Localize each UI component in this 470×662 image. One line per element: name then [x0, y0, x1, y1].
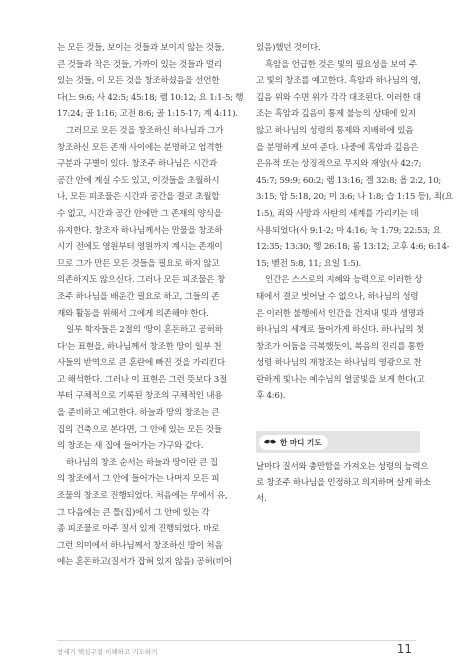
text-line: 17:24; 골 1:16; 고전 8:6; 골 1:15-17; 계 4:11).: [57, 109, 238, 120]
text-line: 그러므로 모든 것을 창조하신 하나님과 그가: [66, 125, 224, 136]
text-line: 45:7; 59:9; 60:2; 렘 13:16; 겔 32:8; 욜 2:2, 10;: [256, 175, 442, 186]
text-line: 란하게 빛나는 예수님의 얼굴빛을 보게 한다(고: [256, 374, 425, 385]
footer-divider: [57, 640, 416, 641]
text-line: 3:15; 암 5:18, 20; 미 3:6; 나 1:8; 습 1:15 등), 죄(요: [256, 192, 453, 203]
text-line: 있는 것들, 이 모든 것을 창조하셨음을 선언한: [57, 76, 220, 87]
text-line: 조주 하나님을 배운간 필요로 하고, 그들의 존: [57, 291, 220, 302]
text-line: 후 4:6).: [256, 391, 286, 402]
text-line: 공간 안에 계실 수도 있고, 이것들을 초월하시: [57, 175, 220, 186]
prayer-line: 날마다 질서와 충만함을 가져오는 성령의 능력으: [256, 462, 429, 472]
text-line: 성령 하나님의 재창조는 하나님의 영광으로 찬: [256, 358, 422, 369]
text-line: 사들의 반역으로 큰 혼란에 빠진 것을 가리킨다: [57, 358, 225, 369]
prayer-hands-icon: [263, 437, 277, 448]
left-text-column: [57, 40, 249, 571]
prayer-text: [256, 459, 431, 507]
text-line: 을 분명하게 보여 준다. 나중에 흑암과 깊음은: [256, 142, 419, 153]
text-line: 있음)했던 것이다.: [256, 43, 321, 53]
text-line: 유지한다. 창조자 하나님께서는 만물을 창조하: [57, 225, 223, 236]
text-line: 은유적 또는 상징적으로 무지와 재앙(사 42:7;: [256, 159, 422, 170]
text-line: 의 창조는 새 집에 들어가는 가구와 같다.: [57, 441, 204, 452]
text-line: 구분과 구별이 있다. 창조주 하나님은 시간과: [57, 159, 217, 170]
text-line: 1:5), 죄와 사망과 사탄의 세계를 가리키는 데: [256, 208, 419, 219]
text-line: 12:35; 13:30; 행 26:18; 롬 13:12; 고후 4:6; 6:14-: [256, 242, 450, 253]
text-line: 의 창조에서 그 안에 들어가는 나머지 모든 피: [57, 474, 220, 485]
prayer-badge: [259, 435, 328, 450]
text-line: 재와 활동을 위해서 그에게 의존해야 한다.: [57, 308, 209, 319]
text-line: 사용되었다(사 9:1-2; 마 4:16; 눅 1:79; 22:53; 요: [256, 225, 441, 236]
text-line: 고 해석한다. 그러나 이 표현은 그런 뜻보다 3절: [57, 374, 228, 385]
text-line: 인간은 스스로의 지혜와 능력으로 이러한 상: [265, 275, 423, 286]
prayer-header: [256, 431, 420, 453]
text-line: 나, 모든 피조물은 시간과 공간을 결코 초월할: [57, 192, 220, 203]
text-line: 하나님의 창조 순서는 하늘과 땅이란 큰 집: [66, 457, 218, 468]
text-line: 수 없고, 시간과 공간 안에만 그 존재의 양식을: [57, 208, 222, 219]
text-line: 그런 의미에서 하나님께서 창조하신 땅이 처음: [57, 540, 223, 551]
text-line: 조는 흑암과 깊음이 통제 불능의 상태에 있지: [256, 109, 416, 120]
text-line: 큰 것들과 작은 것들, 가까이 있는 것들과 멀리: [57, 59, 222, 70]
text-line: 시기 전에도 영원부터 영원까지 계시는 존재이: [57, 242, 223, 253]
text-line: 태에서 결코 벗어날 수 없으나, 하나님의 성령: [256, 291, 419, 302]
footer-book-title: 창세기 핵심구절 이해하고 기도하기: [57, 648, 158, 656]
text-line: 일부 학자들은 2절의 '땅이 혼돈하고 공허하: [66, 325, 223, 336]
text-line: 흑암을 언급한 것은 빛의 필요성을 보여 주: [265, 59, 417, 70]
text-line: 다(느 9:6; 사 42:5; 45:18; 렘 10:12; 요 1:1-5; 행: [57, 92, 244, 103]
prayer-line: 로 창조주 하나님을 인정하고 의지하며 살게 하소: [256, 478, 431, 488]
text-line: 창조가 어둠을 극복했듯이, 복음의 진리를 통한: [256, 341, 424, 352]
right-text-column: [256, 40, 453, 405]
prayer-label: 한 마디 기도: [280, 437, 322, 447]
text-line: 은 이러한 불행에서 인간을 건져내 빛과 생명과: [256, 308, 424, 319]
text-line: 을 준비하고 예고한다. 하늘과 땅의 창조는 큰: [57, 408, 220, 419]
text-line: 조물의 창조로 진행되었다. 처음에는 무에서 유,: [57, 491, 228, 502]
text-line: 의존하지도 않으신다. 그러나 모든 피조물은 창: [57, 275, 225, 286]
text-line: 15; 벧전 5:8, 11; 요일 1:5).: [256, 258, 362, 269]
text-line: 다'는 표현을, 하나님께서 창조한 땅이 일부 천: [57, 341, 222, 352]
page-number: 11: [396, 642, 412, 656]
text-line: 그 다음에는 큰 틀(집)에서 그 안에 있는 각: [57, 507, 210, 518]
text-line: 부터 구체적으로 기록된 창조의 구체적인 내용: [57, 391, 223, 402]
text-line: 하나님의 세계로 들어가게 하신다. 하나님의 첫: [256, 325, 424, 336]
text-line: 므로 그가 만든 모든 것들을 필요로 하지 않고: [57, 258, 220, 269]
text-line: 않고 하나님의 성령의 통제와 지배하에 있음: [256, 125, 414, 136]
text-line: 에는 혼돈하고(질서가 잡혀 있지 않음) 공허(비어: [57, 557, 232, 568]
text-line: 종 피조물로 아주 질서 있게 진행되었다. 바로: [57, 524, 220, 535]
text-line: 창조하신 모든 존재 사이에는 분명하고 엄격한: [57, 142, 223, 153]
text-line: 는 모든 것들, 보이는 것들과 보이지 않는 것들,: [57, 43, 225, 53]
text-line: 집의 건축으로 본다면, 그 안에 있는 모든 것들: [57, 424, 222, 435]
text-line: 고 빛의 창조를 예고한다. 흑암과 하나님의 영,: [256, 76, 421, 87]
text-line: 깊음 위와 수면 위가 각각 대조된다. 이러한 대: [256, 92, 421, 103]
prayer-line: 서.: [256, 494, 267, 504]
